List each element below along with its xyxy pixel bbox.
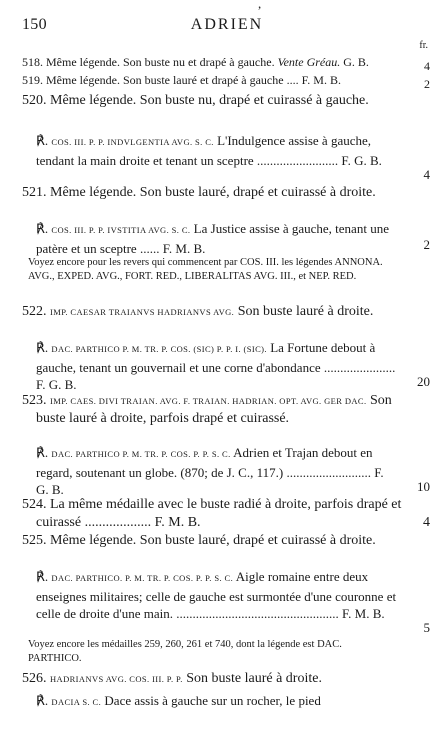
reverse-legend: DAC. PARTHICO P. M. TR. P. COS. P. P. S. C. [51,449,231,459]
page-header [22,16,432,51]
entry-523-reverse [36,444,397,499]
entry-description: Même légende. Son buste nu et drapé à gauche. [46,55,275,69]
reverse-mark: ℟. [36,569,49,584]
entry-number: 520. [22,93,47,108]
entry-number: 523. [22,393,47,408]
price-522: 20 [417,374,430,389]
reference-note-2: Voyez encore les médailles 259, 260, 261 et 740, dont la légende est DAC. PARTHICO. [28,639,342,664]
entry-number: 524. [22,497,47,512]
reverse-mark: ℟. [36,133,49,148]
entry-number: 518. [22,55,43,69]
entry-520-reverse [36,132,397,169]
running-head: ADRIEN [190,16,264,33]
entry-519 [22,72,397,88]
entry-524 [22,496,411,532]
entry-number: 526. [22,671,47,686]
entry-521-reverse [36,220,397,257]
price-519: 2 [424,77,430,91]
reverse-legend: DACIA S. C. [51,697,102,707]
entry-description: Même légende. Son buste nu, drapé et cuirassé à gauche. [50,93,369,108]
reverse-mark: ℟. [36,221,49,236]
grade: G. B. [343,55,369,69]
entry-525-reverse [36,568,397,623]
entry-520 [22,92,411,110]
reverse-description: Aigle romaine entre deux enseignes militaires; celle de gauche est surmontée d'une couronne et celle de droite d'une main. .................................................. F. M. B. [36,569,397,621]
entry-description: Son buste lauré à droite, parfois drapé et cuirassé. [36,393,392,426]
price-524: 4 [423,515,430,530]
reverse-description: Dace assis à gauche sur un rocher, le pied [104,693,321,708]
sale-note: Vente Gréau. [277,55,341,69]
price-518: 4 [424,59,430,73]
reverse-description: La Justice assise à gauche, tenant une patère et un sceptre ...... F. M. B. [36,221,389,256]
obverse-legend: HADRIANVS AVG. COS. III. P. P. [50,674,183,684]
entry-number: 525. [22,533,47,548]
entry-description: Même légende. Son buste lauré, drapé et cuirassé à droite. [50,185,376,200]
entry-525 [22,532,411,550]
top-text-fragment: , [258,0,262,11]
price-column-heading: fr. [419,40,428,51]
reverse-description: La Fortune debout à gauche, tenant un gouvernail et une corne d'abondance ...................... F. G. B. [36,340,396,392]
entry-523 [22,392,411,428]
entry-description: Même légende. Son buste lauré, drapé et cuirassé à droite. [50,533,376,548]
entry-522-reverse [36,339,397,394]
entry-number: 519. [22,73,43,87]
obverse-legend: IMP. CAESAR TRAIANVS HADRIANVS AVG. [50,307,235,317]
entry-518 [22,54,397,70]
price-523: 10 [417,479,430,494]
reverse-description: Adrien et Trajan debout en regard, soutenant un globe. (870; de J. C., 117.) .......................... F. G. B. [36,445,384,497]
page-number: 150 [22,16,47,33]
reverse-legend: DAC. PARTHICO P. M. TR. P. COS. (SIC) P. P. I. (SIC). [51,344,267,354]
price-525: 5 [423,620,430,635]
reverse-legend: COS. III. P. P. INDVLGENTIA AVG. S. C. [51,137,214,147]
reference-note-1: Voyez encore pour les revers qui commencent par COS. III. les légendes ANNONA. AVG., EXPED. AVG., FORT. RED., LIBERALITAS AVG. III., et NEP. RED. [28,257,383,282]
reverse-mark: ℟. [36,340,49,355]
entry-521 [22,184,411,202]
entry-description: La même médaille avec le buste radié à droite, parfois drapé et cuirassé ................... F. M. B. [36,497,402,530]
price-520: 4 [423,167,430,182]
entry-description: Son buste lauré à droite. [237,304,374,319]
entry-number: 521. [22,185,47,200]
reverse-mark: ℟. [36,693,49,708]
reverse-description: L'Indulgence assise à gauche, tendant la main droite et tenant un sceptre ......................... F. G. B. [36,133,382,168]
entry-526-reverse [36,692,397,712]
reverse-mark: ℟. [36,445,49,460]
entry-description: Même légende. Son buste lauré et drapé à gauche .... F. M. B. [46,73,341,87]
reverse-legend: DAC. PARTHICO. P. M. TR. P. COS. P. P. S. C. [51,573,234,583]
price-521: 2 [423,237,430,252]
entry-description: Son buste lauré à droite. [186,671,322,686]
entry-526 [22,670,411,688]
entry-number: 522. [22,304,47,319]
obverse-legend: IMP. CAES. DIVI TRAIAN. AVG. F. TRAIAN. HADRIAN. OPT. AVG. GER DAC. [50,396,367,406]
entry-522 [22,303,411,321]
reverse-legend: COS. III. P. P. IVSTITIA AVG. S. C. [51,225,191,235]
